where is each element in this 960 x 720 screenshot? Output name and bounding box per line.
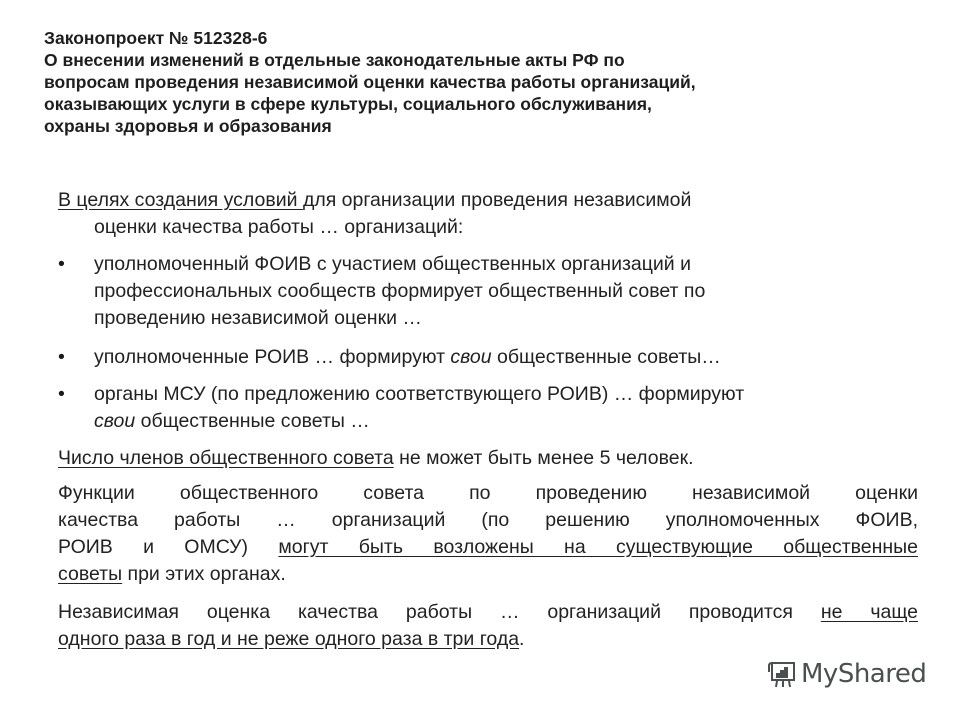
body-line [58,480,918,506]
text-segment: профессиональных сообществ формирует общественный совет по [94,280,706,302]
text-segment: оценки качества работы … организаций: [94,216,464,238]
text-segment: Независимая оценка качества работы … организаций проводится [58,601,821,623]
underlined-text: советы [58,563,123,585]
text-segment: Функции общественного совета по проведению независимой оценки [58,482,918,504]
title-line: охраны здоровья и образования [44,116,332,136]
body-line [94,408,370,434]
body-line [94,381,744,407]
body-line [58,507,918,533]
text-segment: . [519,628,525,650]
body-line [58,534,918,560]
title-line: Законопроект № 512328-6 [44,28,268,48]
title-line: оказывающих услуги в сфере культуры, социального обслуживания, [44,94,652,114]
underlined-text: В целях создания условий [58,189,303,211]
body-line [94,214,463,240]
body-line [58,599,918,625]
text-segment: при этих органах. [122,563,286,585]
underlined-text: одного раза в год и не реже одного раза в три года [58,628,520,650]
title-line: О внесении изменений в отдельные законодательные акты РФ по [44,50,625,70]
watermark-logo [767,658,926,690]
body-line [58,561,286,587]
underlined-text: могут быть возложены на существующие общественные [278,536,919,558]
italic-text: свои [94,410,136,432]
body-line [58,187,691,213]
text-segment: органы МСУ (по предложению соответствующего РОИВ) … формируют [94,383,745,405]
text-segment: РОИВ и ОМСУ) [58,536,279,558]
text-segment: качества работы … организаций (по решению уполномоченных ФОИВ, [58,509,918,531]
text-segment: для организации проведения независимой [302,189,692,211]
underlined-text: не чаще [820,601,918,623]
body-line [94,278,705,304]
text-segment: уполномоченный ФОИВ с участием общественных организаций и [94,253,692,275]
body-line [94,251,691,277]
underlined-text: Число членов общественного совета [58,447,394,469]
bullet-icon: • [58,383,65,405]
bullet-icon: • [58,346,65,368]
italic-text: свои [450,346,492,368]
text-segment: уполномоченные РОИВ … формируют [94,346,451,368]
body-line [58,445,694,471]
text-segment: общественные советы… [491,346,721,368]
presentation-board-icon [767,658,797,690]
body-line [58,626,524,652]
bullet-icon: • [58,253,65,275]
title-line: вопросам проведения независимой оценки качества работы организаций, [44,72,696,92]
watermark-text: MyShared [801,659,927,689]
text-segment: не может быть менее 5 человек. [393,447,694,469]
text-segment: проведению независимой оценки … [94,307,422,329]
text-segment: общественные советы … [135,410,370,432]
body-line [94,344,721,370]
body-line [94,305,422,331]
